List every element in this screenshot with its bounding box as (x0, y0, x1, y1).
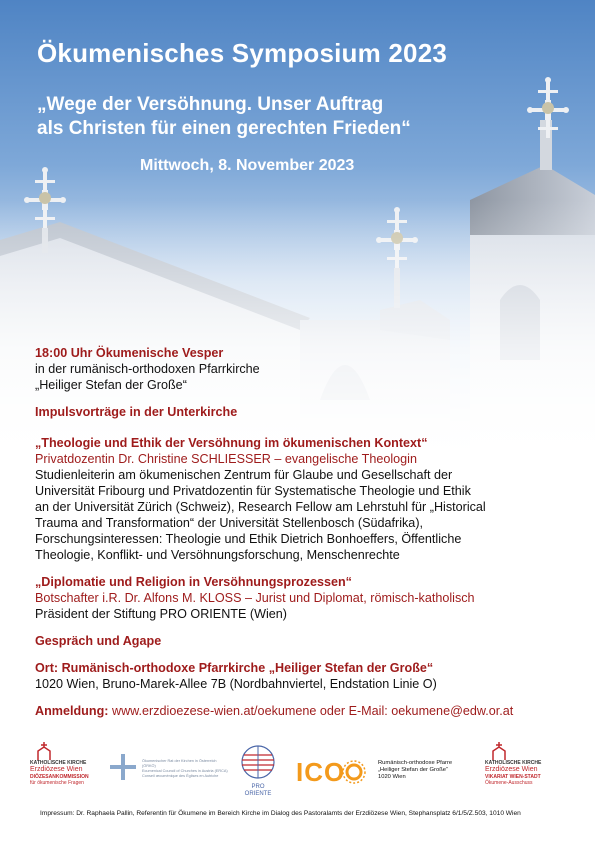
registration-label: Anmeldung: (35, 704, 109, 718)
subtitle-line: „Wege der Versöhnung. Unser Auftrag (37, 94, 384, 115)
church-icon (491, 742, 507, 760)
sponsor-logos (30, 742, 570, 802)
talk1-bio-line: Trauma and Transformation“ der Universität Stellenbosch (Südafrika), (35, 516, 424, 530)
talk1-speaker: Privatdozentin Dr. Christine SCHLIESSER – evangelische Theologin (35, 452, 417, 466)
ico-logo: ICO (296, 757, 346, 787)
talk1-title: „Theologie und Ethik der Versöhnung im ökumenischen Kontext“ (35, 436, 428, 450)
talk1-bio-line: an der Universität Zürich (Schweiz), Research Fellow am Lehrstuhl für „Historical (35, 500, 486, 514)
church-icon (36, 742, 52, 760)
oerkoe-logo: Ökumenischer Rat der Kirchen in Österreich (ÖRKÖ) Ecumenical Council of Churches in Austria (ERCA) Conseil œcuménique des Églises en Autriche (108, 752, 228, 782)
registration-link[interactable]: www.erzdioezese-wien.at/oekumene oder E-Mail: oekumene@edw.or.at (111, 704, 514, 718)
pro-oriente-emblem-icon (241, 745, 275, 779)
program-content (35, 345, 565, 719)
talk2-speaker: Botschafter i.R. Dr. Alfons M. KLOSS – Jurist und Diplomat, römisch-katholisch (35, 591, 475, 605)
vesper-location-line: „Heiliger Stefan der Große“ (35, 378, 187, 392)
location-heading: Ort: Rumänisch-orthodoxe Pfarrkirche „Heiliger Stefan der Große“ (35, 661, 434, 675)
agape-heading: Gespräch und Agape (35, 634, 162, 648)
page-subtitle (37, 93, 557, 141)
ecumenical-cross-icon (108, 752, 138, 782)
registration-line (35, 703, 565, 719)
sun-icon (342, 760, 366, 784)
talk2-bio: Präsident der Stiftung PRO ORIENTE (Wien) (35, 607, 287, 621)
location-address: 1020 Wien, Bruno-Marek-Allee 7B (Nordbahnviertel, Endstation Linie O) (35, 677, 437, 691)
talk1-bio-line: Theologie, Konflikt- und Versöhnungsforschung, Menschenrechte (35, 548, 400, 562)
talk2-title: „Diplomatie und Religion in Versöhnungsprozessen“ (35, 575, 352, 589)
vesper-heading: 18:00 Uhr Ökumenische Vesper (35, 346, 224, 360)
talk1-bio-line: Universität Fribourg und Privatdozentin für Systematische Theologie und Ethik (35, 484, 471, 498)
pro-oriente-logo: PRO ORIENTE (238, 745, 278, 798)
vikariat-logo: KATHOLISCHE KIRCHE Erzdiözese Wien VIKARIAT WIEN-STADT Ökumene-Ausschuss (485, 742, 565, 786)
subtitle-line: als Christen für einen gerechten Frieden“ (37, 118, 411, 139)
event-date: Mittwoch, 8. November 2023 (140, 157, 355, 174)
imprint: Impressum: Dr. Raphaela Pallin, Referentin für Ökumene im Bereich Kirche im Dialog des Pastoralamts der Erzdiözese Wien, Stephansplatz 6/1/5/Z.503, 1010 Wien (40, 810, 521, 817)
talk1-bio-line: Forschungsinteressen: Theologie und Ethik Dietrich Bonhoeffers, Öffentliche (35, 532, 462, 546)
talk1-bio-line: Studienleiterin am ökumenischen Zentrum für Glaube und Gesellschaft der (35, 468, 453, 482)
page-title: Ökumenisches Symposium 2023 (37, 38, 448, 68)
parish-logo: Rumänisch-orthodoxe Pfarre „Heiliger Stefan der Große“ 1020 Wien (378, 760, 453, 780)
vesper-location-line: in der rumänisch-orthodoxen Pfarrkirche (35, 362, 260, 376)
impulse-heading: Impulsvorträge in der Unterkirche (35, 405, 238, 419)
erzdioezese-commission-logo: KATHOLISCHE KIRCHE Erzdiözese Wien DIÖZESANKOMMISSION für ökumenische Fragen (30, 742, 100, 786)
